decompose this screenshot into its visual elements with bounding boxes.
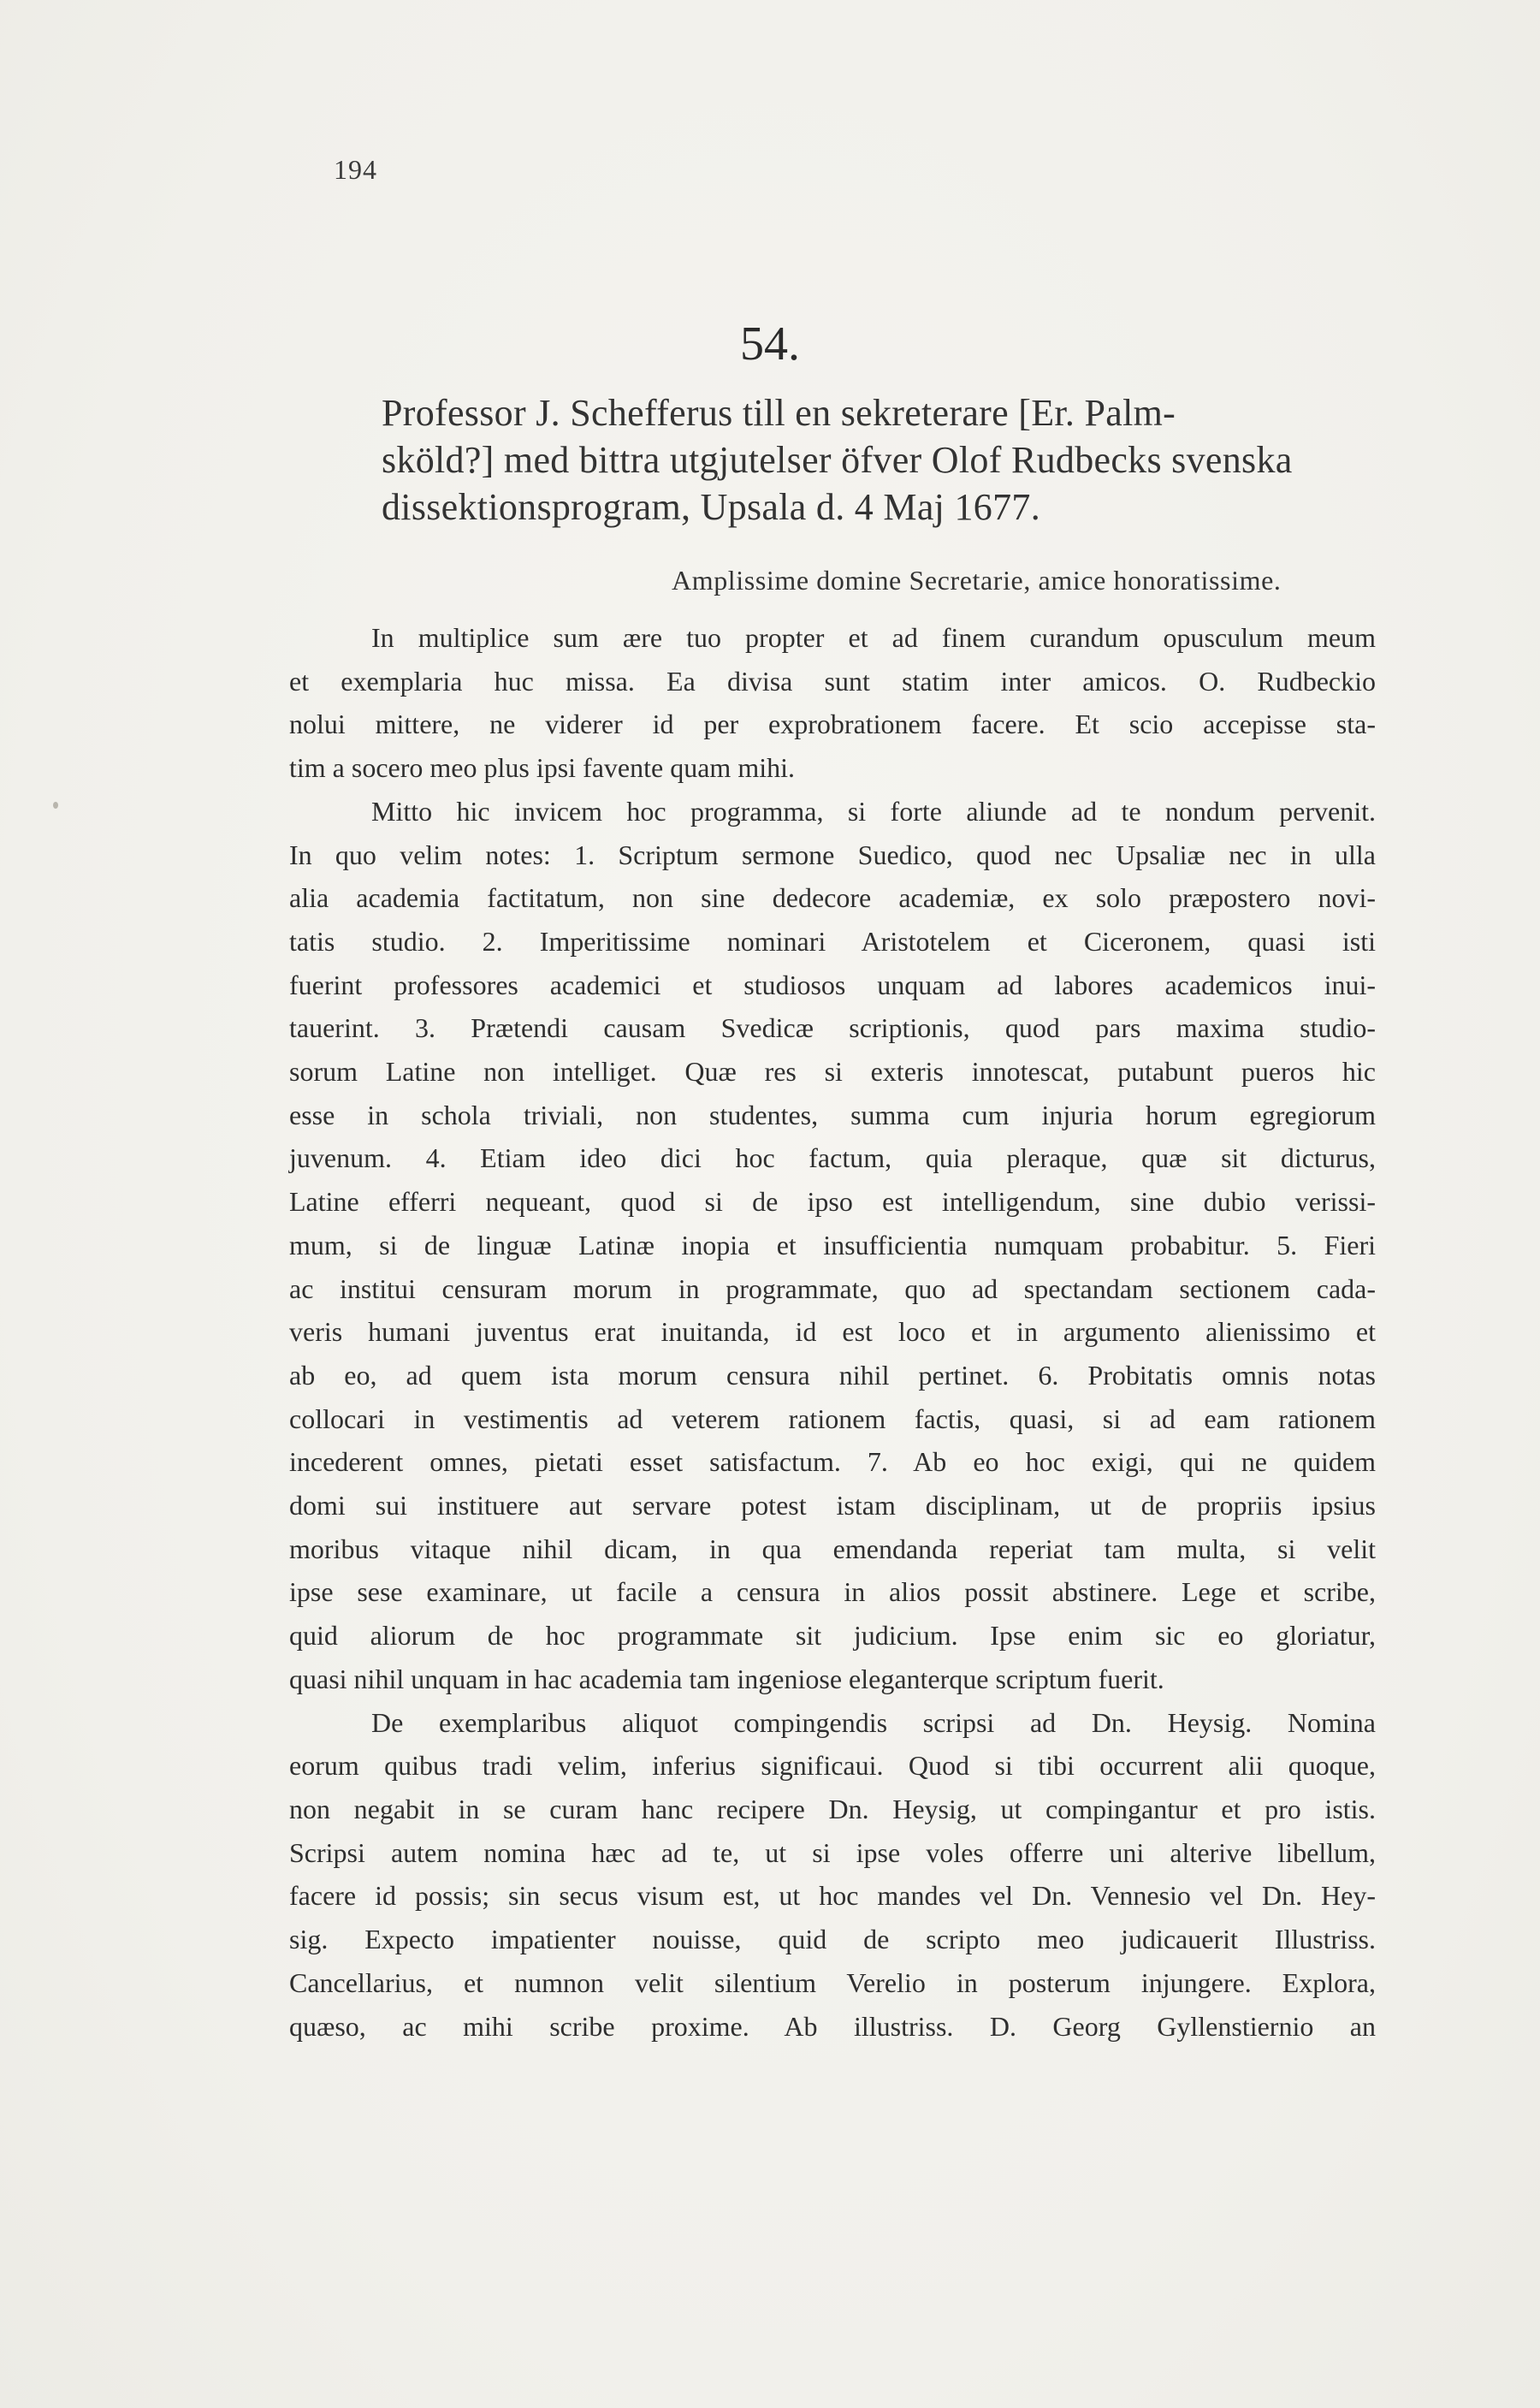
body-line: Cancellarius, et numnon velit silentium Verelio in posterum injungere. Explora, (289, 1966, 1376, 1998)
letter-number: 54. (740, 317, 800, 371)
letter-body (289, 616, 1376, 2048)
body-line: In quo velim notes: 1. Scriptum sermone Suedico, quod nec Upsaliæ nec in ulla (289, 839, 1376, 870)
body-line: nolui mittere, ne viderer id per exprobrationem facere. Et scio accepisse sta- (289, 709, 1376, 740)
body-line: De exemplaribus aliquot compingendis scripsi ad Dn. Heysig. Nomina (371, 1706, 1376, 1738)
body-line: sorum Latine non intelliget. Quæ res si exteris innotescat, putabunt pueros hic (289, 1056, 1376, 1088)
body-line: moribus vitaque nihil dicam, in qua emendanda reperiat tam multa, si velit (289, 1533, 1376, 1564)
body-line: tauerint. 3. Prætendi causam Svedicæ scriptionis, quod pars maxima studio- (289, 1012, 1376, 1044)
body-line: quæso, ac mihi scribe proxime. Ab illustriss. D. Georg Gyllenstiernio an (289, 2010, 1376, 2042)
page-number: 194 (334, 154, 377, 185)
body-line: non negabit in se curam hanc recipere Dn. Heysig, ut compingantur et pro istis. (289, 1793, 1376, 1824)
body-line: Latine efferri nequeant, quod si de ipso est intelligendum, sine dubio verissi- (289, 1186, 1376, 1218)
heading-line: Professor J. Schefferus till en sekreterare [Er. Palm- (382, 392, 1176, 434)
letter-heading (382, 389, 1378, 531)
body-line: mum, si de linguæ Latinæ inopia et insufficientia numquam probabitur. 5. Fieri (289, 1229, 1376, 1260)
body-line: eorum quibus tradi velim, inferius significaui. Quod si tibi occurrent alii quoque, (289, 1750, 1376, 1782)
body-line: ac institui censuram morum in programmate, quo ad spectandam sectionem cada- (289, 1272, 1376, 1304)
body-line: In multiplice sum ære tuo propter et ad finem curandum opusculum meum (371, 622, 1376, 653)
salutation: Amplissime domine Secretarie, amice honoratissime. (672, 565, 1282, 596)
heading-line: dissektionsprogram, Upsala d. 4 Maj 1677. (382, 486, 1040, 528)
body-line: incederent omnes, pietati esset satisfactum. 7. Ab eo hoc exigi, qui ne quidem (289, 1446, 1376, 1478)
paper-speck (53, 802, 58, 809)
body-line: collocari in vestimentis ad veterem rationem factis, quasi, si ad eam rationem (289, 1403, 1376, 1434)
body-line: quasi nihil unquam in hac academia tam ingeniose eleganterque scriptum fuerit. (289, 1663, 1164, 1694)
body-line: Scripsi autem nomina hæc ad te, ut si ipse voles offerre uni alterive libellum, (289, 1836, 1376, 1868)
body-line: esse in schola triviali, non studentes, summa cum injuria horum egregiorum (289, 1099, 1376, 1130)
body-line: fuerint professores academici et studiosos unquam ad labores academicos inui- (289, 969, 1376, 1000)
body-line: tim a socero meo plus ipsi favente quam mihi. (289, 752, 795, 784)
body-line: quid aliorum de hoc programmate sit judicium. Ipse enim sic eo gloriatur, (289, 1620, 1376, 1652)
body-line: et exemplaria huc missa. Ea divisa sunt statim inter amicos. O. Rudbeckio (289, 665, 1376, 697)
body-line: ipse sese examinare, ut facile a censura in alios possit abstinere. Lege et scribe, (289, 1576, 1376, 1608)
body-line: juvenum. 4. Etiam ideo dici hoc factum, quia pleraque, quæ sit dicturus, (289, 1142, 1376, 1174)
body-line: ab eo, ad quem ista morum censura nihil pertinet. 6. Probitatis omnis notas (289, 1359, 1376, 1391)
body-line: veris humani juventus erat inuitanda, id est loco et in argumento alienissimo et (289, 1316, 1376, 1348)
body-line: Mitto hic invicem hoc programma, si forte aliunde ad te nondum pervenit. (371, 795, 1376, 827)
body-line: domi sui instituere aut servare potest istam disciplinam, ut de propriis ipsius (289, 1490, 1376, 1521)
body-line: sig. Expecto impatienter nouisse, quid de scripto meo judicauerit Illustriss. (289, 1924, 1376, 1955)
body-line: alia academia factitatum, non sine dedecore academiæ, ex solo præpostero novi- (289, 882, 1376, 914)
body-line: tatis studio. 2. Imperitissime nominari Aristotelem et Ciceronem, quasi isti (289, 925, 1376, 957)
heading-line: sköld?] med bittra utgjutelser öfver Olof Rudbecks svenska (382, 439, 1293, 481)
body-line: facere id possis; sin secus visum est, ut hoc mandes vel Dn. Vennesio vel Dn. Hey- (289, 1880, 1376, 1912)
